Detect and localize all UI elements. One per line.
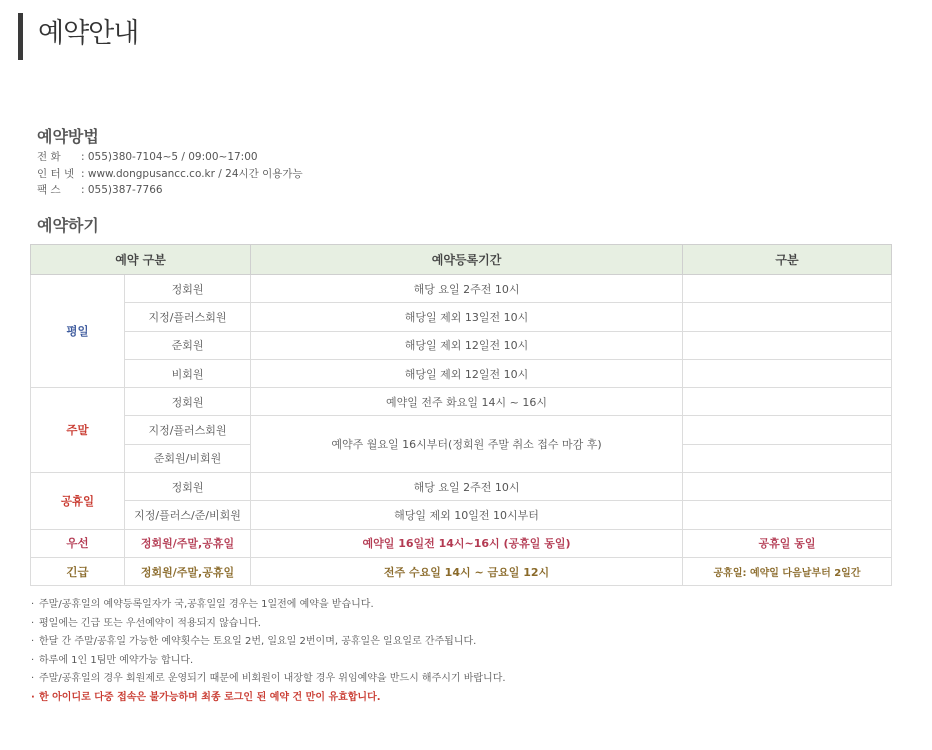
booking-period: 해당 요일 2주전 10시	[251, 473, 683, 501]
note-item	[31, 633, 506, 652]
member-type: 정회원	[125, 473, 251, 501]
note-text: 한 아이디로 다중 접속은 불가능하며 최종 로그인 된 예약 건 만이 유효합니다.	[39, 691, 381, 703]
booking-section-title: 예약하기	[37, 216, 99, 235]
table-row	[31, 359, 892, 387]
note-cell	[683, 275, 892, 303]
note-cell: 공휴일: 예약일 다음날부터 2일간	[683, 557, 892, 585]
member-type: 지정/플러스회원	[125, 416, 251, 444]
table-row	[31, 416, 892, 444]
note-item	[31, 596, 506, 615]
fax-value: : 055)387-7766	[81, 184, 163, 196]
booking-period: 해당일 제외 12일전 10시	[251, 359, 683, 387]
member-type: 지정/플러스/준/비회원	[125, 501, 251, 529]
fax-row	[37, 182, 303, 199]
note-item	[31, 615, 506, 634]
note-text: 하루에 1인 1팀만 예약가능 합니다.	[39, 654, 194, 666]
table-row	[31, 331, 892, 359]
member-type: 정회원	[125, 275, 251, 303]
table-row	[31, 303, 892, 331]
internet-value: : www.dongpusancc.co.kr / 24시간 이용가능	[81, 167, 303, 180]
bullet-icon: ·	[31, 654, 35, 666]
note-text: 주말/공휴일의 경우 회원제로 운영되기 때문에 비회원이 내장할 경우 위임예약을 반드시 해주시기 바랍니다.	[39, 673, 506, 684]
booking-period: 해당 요일 2주전 10시	[251, 275, 683, 303]
bullet-icon: ·	[31, 599, 35, 610]
table-header-row	[31, 245, 892, 275]
member-type: 지정/플러스회원	[125, 303, 251, 331]
note-cell	[683, 303, 892, 331]
header-period: 예약등록기간	[251, 245, 683, 275]
internet-label: 인 터 넷	[37, 167, 75, 180]
table-row	[31, 275, 892, 303]
note-item	[31, 670, 506, 689]
internet-row	[37, 166, 303, 183]
title-accent-bar	[18, 13, 23, 60]
bullet-icon: ·	[31, 691, 35, 703]
table-row	[31, 501, 892, 529]
phone-value: : 055)380-7104~5 / 09:00~17:00	[81, 151, 258, 163]
header-note: 구분	[683, 245, 892, 275]
note-cell	[683, 331, 892, 359]
phone-label: 전 화	[37, 151, 61, 163]
header-category: 예약 구분	[31, 245, 251, 275]
member-type: 정회원/주말,공휴일	[125, 557, 251, 585]
bullet-icon: ·	[31, 636, 35, 647]
notes-list	[31, 596, 506, 707]
group-holiday: 공휴일	[31, 473, 125, 530]
table-row	[31, 529, 892, 557]
table-row	[31, 473, 892, 501]
booking-period: 전주 수요일 14시 ~ 금요일 12시	[251, 557, 683, 585]
group-priority: 우선	[31, 529, 125, 557]
group-weekday: 평일	[31, 275, 125, 388]
member-type: 정회원/주말,공휴일	[125, 529, 251, 557]
booking-period: 해당일 제외 12일전 10시	[251, 331, 683, 359]
note-text: 한달 간 주말/공휴일 가능한 예약횟수는 토요일 2번, 일요일 2번이며, 공휴일은 일요일로 간주됩니다.	[39, 636, 477, 647]
reservation-table	[30, 244, 892, 586]
booking-period: 예약일 전주 화요일 14시 ~ 16시	[251, 388, 683, 416]
booking-period: 해당일 제외 10일전 10시부터	[251, 501, 683, 529]
note-cell: 공휴일 동일	[683, 529, 892, 557]
booking-period: 해당일 제외 13일전 10시	[251, 303, 683, 331]
group-weekend: 주말	[31, 388, 125, 473]
bullet-icon: ·	[31, 617, 35, 629]
bullet-icon: ·	[31, 673, 35, 684]
booking-period: 예약일 16일전 14시~16시 (공휴일 동일)	[251, 529, 683, 557]
table-row	[31, 388, 892, 416]
group-urgent: 긴급	[31, 557, 125, 585]
note-cell	[683, 444, 892, 472]
note-cell	[683, 388, 892, 416]
member-type: 정회원	[125, 388, 251, 416]
phone-row	[37, 149, 303, 166]
booking-period: 예약주 월요일 16시부터(정회원 주말 취소 접수 마감 후)	[251, 416, 683, 473]
note-cell	[683, 416, 892, 444]
member-type: 비회원	[125, 359, 251, 387]
note-item-warning	[31, 689, 506, 708]
note-text: 평일에는 긴급 또는 우선예약이 적용되지 않습니다.	[39, 617, 261, 629]
note-cell	[683, 501, 892, 529]
note-item	[31, 652, 506, 671]
note-text: 주말/공휴일의 예약등록일자가 국,공휴일일 경우는 1일전에 예약을 받습니다.	[39, 599, 374, 610]
member-type: 준회원/비회원	[125, 444, 251, 472]
member-type: 준회원	[125, 331, 251, 359]
page-title: 예약안내	[38, 18, 139, 49]
note-cell	[683, 359, 892, 387]
contact-info	[37, 149, 303, 199]
note-cell	[683, 473, 892, 501]
method-section-title: 예약방법	[37, 127, 99, 146]
fax-label: 팩 스	[37, 184, 61, 196]
table-row	[31, 557, 892, 585]
